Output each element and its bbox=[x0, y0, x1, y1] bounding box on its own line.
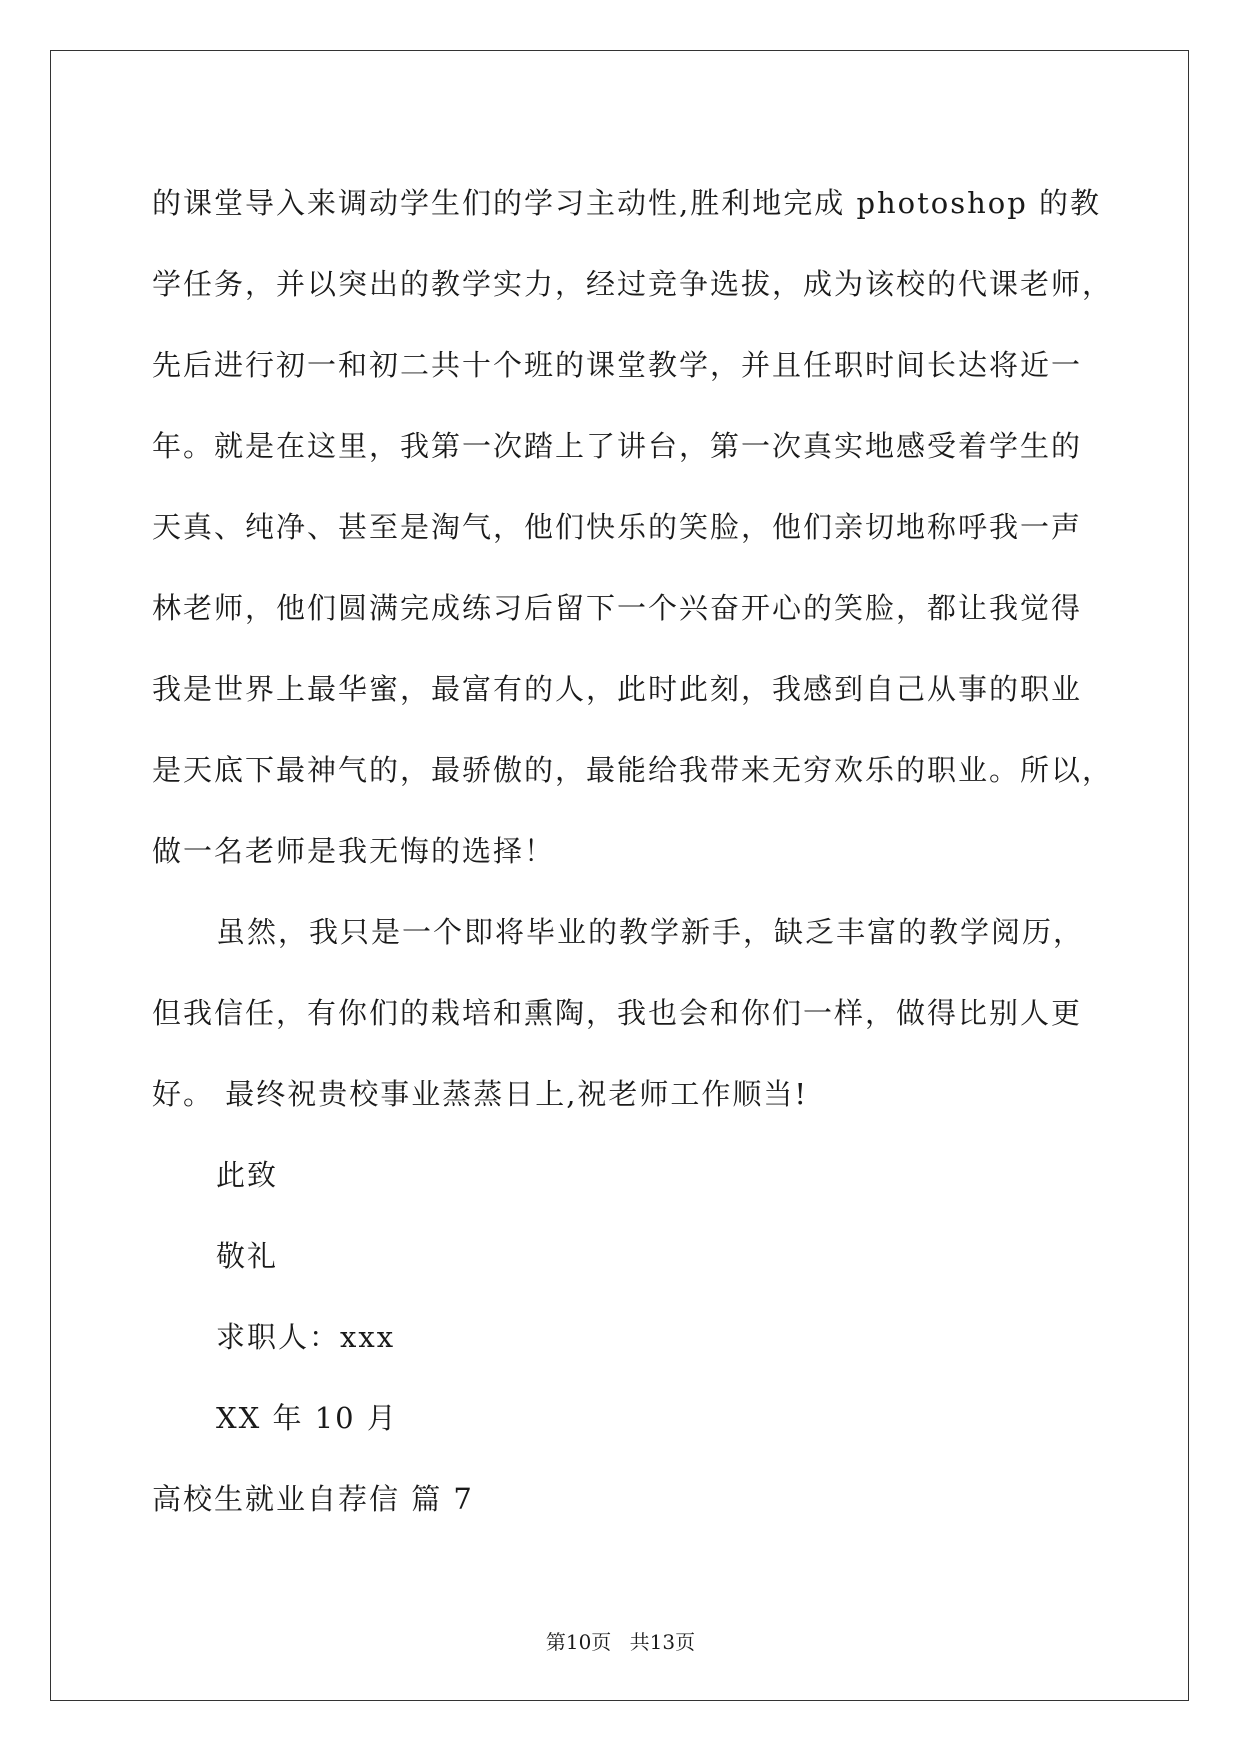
section-heading: 高校生就业自荐信 篇 7 bbox=[152, 1482, 474, 1516]
applicant-signature: 求职人：xxx bbox=[216, 1320, 396, 1354]
page-number: 第10页 bbox=[545, 1630, 612, 1654]
paragraph-start-line: 虽然，我只是一个即将毕业的教学新手，缺乏丰富的教学阅历， bbox=[216, 915, 1085, 949]
body-line: 的课堂导入来调动学生们的学习主动性,胜利地完成 photoshop 的教 bbox=[152, 186, 1102, 220]
letter-body bbox=[152, 163, 1114, 1540]
body-line: 我是世界上最华蜜，最富有的人，此时此刻，我感到自己从事的职业 bbox=[152, 672, 1083, 706]
closing-regards: 敬礼 bbox=[216, 1239, 279, 1273]
page-total: 共13页 bbox=[629, 1630, 696, 1654]
page-footer bbox=[0, 1626, 1241, 1655]
body-line: 学任务，并以突出的教学实力，经过竞争选拔，成为该校的代课老师， bbox=[152, 267, 1114, 301]
closing-salutation: 此致 bbox=[216, 1158, 279, 1192]
body-line: 但我信任，有你们的栽培和熏陶，我也会和你们一样，做得比别人更 bbox=[152, 996, 1083, 1030]
letter-date: XX 年 10 月 bbox=[216, 1401, 398, 1435]
body-line: 天真、纯净、甚至是淘气，他们快乐的笑脸，他们亲切地称呼我一声 bbox=[152, 510, 1083, 544]
body-line: 年。就是在这里，我第一次踏上了讲台，第一次真实地感受着学生的 bbox=[152, 429, 1083, 463]
body-line: 是天底下最神气的，最骄傲的，最能给我带来无穷欢乐的职业。所以， bbox=[152, 753, 1114, 787]
body-line: 好。 最终祝贵校事业蒸蒸日上,祝老师工作顺当! bbox=[152, 1077, 809, 1111]
body-line: 先后进行初一和初二共十个班的课堂教学，并且任职时间长达将近一 bbox=[152, 348, 1083, 382]
body-line: 林老师，他们圆满完成练习后留下一个兴奋开心的笑脸，都让我觉得 bbox=[152, 591, 1083, 625]
body-line: 做一名老师是我无悔的选择！ bbox=[152, 834, 556, 868]
